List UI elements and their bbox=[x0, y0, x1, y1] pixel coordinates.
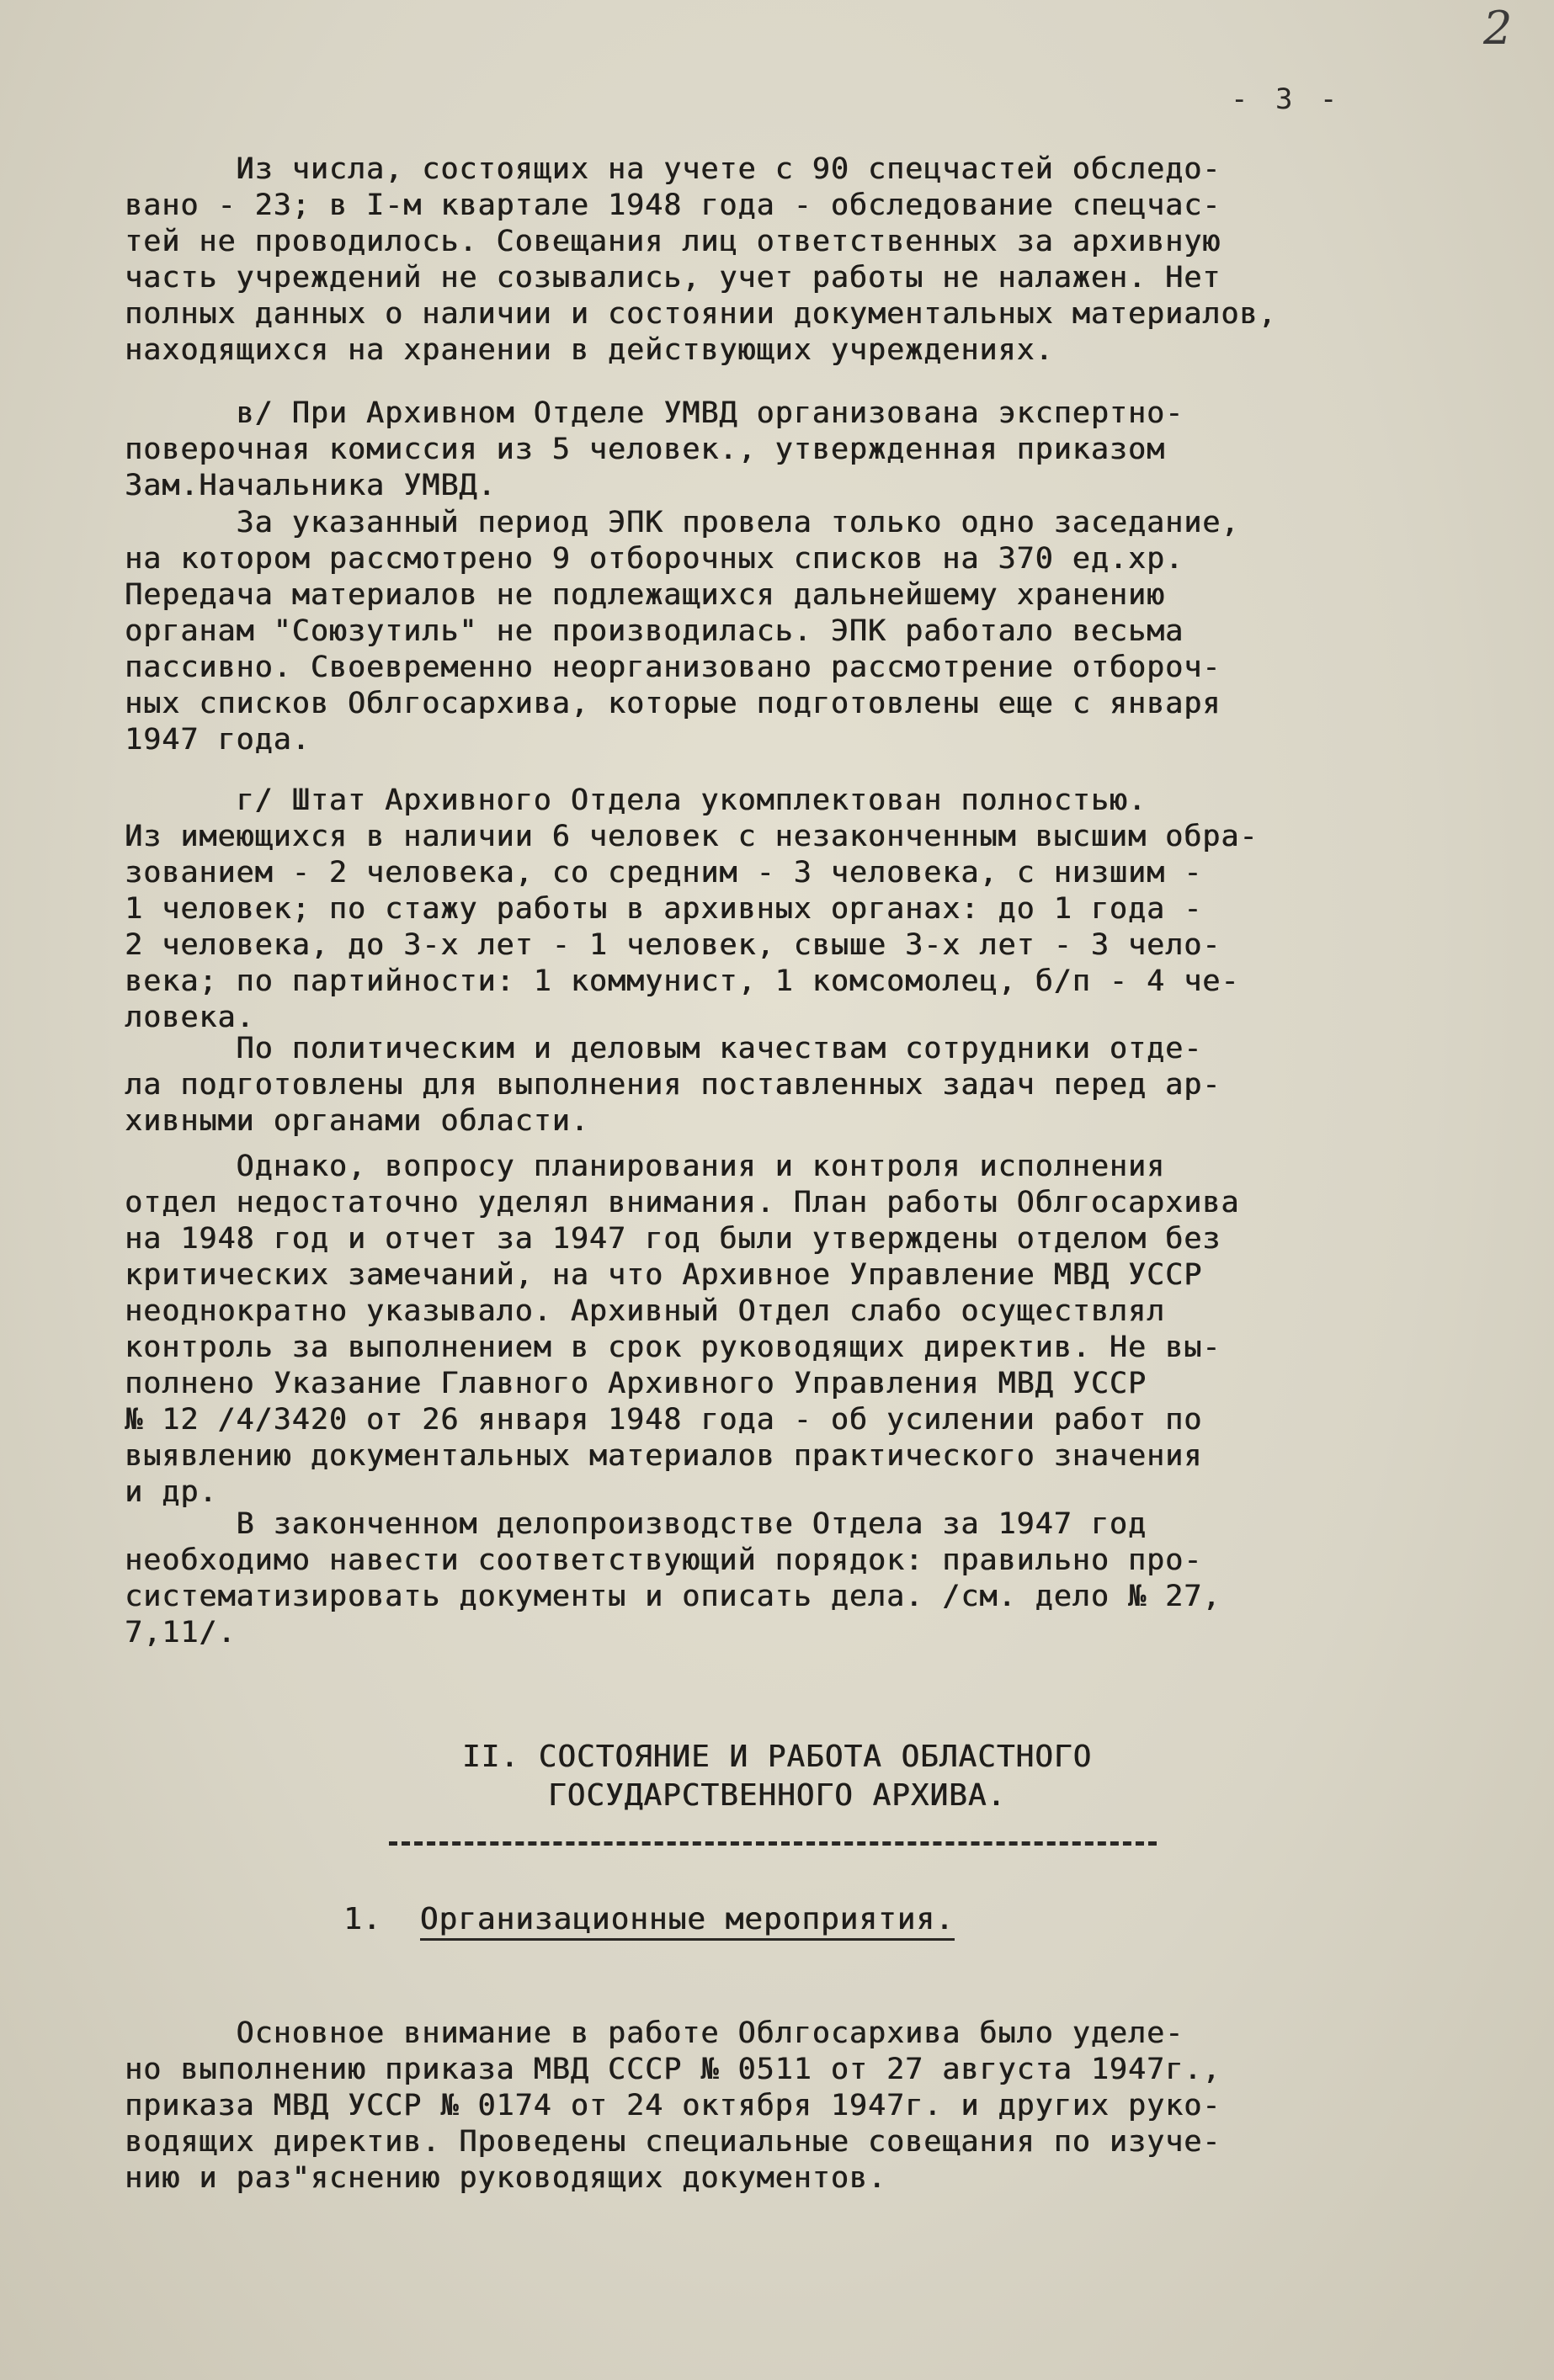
text-line: водящих директив. Проведены специальные совещания по изуче- bbox=[125, 2125, 1221, 2159]
text-line: но выполнению приказа МВД СССР № 0511 от 27 августа 1947г., bbox=[125, 2053, 1221, 2086]
handwritten-page-number: 2 bbox=[1483, 2, 1513, 55]
text-line: 7,11/. bbox=[125, 1616, 237, 1650]
text-line: тей не проводилось. Совещания лиц ответственных за архивную bbox=[125, 225, 1221, 258]
text-line: ла подготовлены для выполнения поставленных задач перед ар- bbox=[125, 1068, 1221, 1102]
text-line: систематизировать документы и описать дела. /см. дело № 27, bbox=[125, 1580, 1221, 1613]
text-line: 1 человек; по стажу работы в архивных органах: до 1 года - bbox=[125, 892, 1203, 926]
text-line: нию и раз"яснению руководящих документов. bbox=[125, 2161, 886, 2195]
text-line: Однако, вопросу планирования и контроля исполнения bbox=[125, 1150, 1166, 1183]
text-line: приказа МВД УССР № 0174 от 24 октября 1947г. и других руко- bbox=[125, 2089, 1221, 2122]
typed-page-number: - 3 - bbox=[1231, 82, 1343, 116]
text-line: хивными органами области. bbox=[125, 1104, 589, 1138]
text-line: критических замечаний, на что Архивное Управление МВД УССР bbox=[125, 1258, 1203, 1292]
text-line: Из числа, состоящих на учете с 90 спецчастей обследо- bbox=[125, 152, 1221, 186]
paragraph-qualities bbox=[125, 1031, 1554, 1140]
text-line: органам "Союзутиль" не производилась. ЭПК работало весьма bbox=[125, 614, 1184, 648]
paragraph-epk-activity bbox=[125, 505, 1554, 758]
text-line: полнено Указание Главного Архивного Управления МВД УССР bbox=[125, 1367, 1147, 1400]
text-line: Зам.Начальника УМВД. bbox=[125, 469, 497, 502]
text-line: на 1948 год и отчет за 1947 год были утверждены отделом без bbox=[125, 1222, 1221, 1256]
text-line: ных списков Облгосархива, которые подготовлены еще с января bbox=[125, 687, 1221, 720]
text-line: № 12 /4/3420 от 26 января 1948 года - об усилении работ по bbox=[125, 1403, 1203, 1437]
text-line: В законченном делопроизводстве Отдела за 1947 год bbox=[125, 1507, 1147, 1541]
text-line: необходимо навести соответствующий порядок: правильно про- bbox=[125, 1543, 1203, 1577]
text-line: века; по партийности: 1 коммунист, 1 комсомолец, б/п - 4 че- bbox=[125, 964, 1240, 998]
paragraph-records bbox=[125, 1506, 1554, 1651]
paragraph-expert-commission bbox=[125, 396, 1554, 504]
text-line: По политическим и деловым качествам сотрудники отде- bbox=[125, 1032, 1203, 1065]
section-heading bbox=[0, 1738, 1554, 1815]
text-line: г/ Штат Архивного Отдела укомплектован полностью. bbox=[125, 784, 1147, 817]
text-line: За указанный период ЭПК провела только одно заседание, bbox=[125, 506, 1240, 539]
text-line: находящихся на хранении в действующих учреждениях. bbox=[125, 333, 1054, 367]
text-line: вано - 23; в I-м квартале 1948 года - обследование спецчас- bbox=[125, 189, 1221, 222]
subsection-number: 1. bbox=[343, 1902, 382, 1936]
text-line: ловека. bbox=[125, 1001, 255, 1034]
text-line: на котором рассмотрено 9 отборочных списков на 370 ед.хр. bbox=[125, 542, 1184, 576]
text-line: выявлению документальных материалов практического значения bbox=[125, 1439, 1203, 1473]
paragraph-main-attention bbox=[125, 2016, 1554, 2197]
text-line: и др. bbox=[125, 1475, 218, 1509]
text-line: неоднократно указывало. Архивный Отдел слабо осуществлял bbox=[125, 1294, 1166, 1328]
paragraph-planning-control bbox=[125, 1149, 1554, 1511]
text-line: отдел недостаточно уделял внимания. План работы Облгосархива bbox=[125, 1186, 1240, 1219]
text-line: поверочная комиссия из 5 человек., утвержденная приказом bbox=[125, 433, 1166, 466]
text-line: зованием - 2 человека, со средним - 3 человека, с низшим - bbox=[125, 856, 1203, 890]
paragraph-special-units bbox=[125, 151, 1554, 369]
text-line: пассивно. Своевременно неорганизовано рассмотрение отбороч- bbox=[125, 651, 1221, 684]
text-line: полных данных о наличии и состоянии документальных материалов, bbox=[125, 297, 1277, 331]
text-line: Из имеющихся в наличии 6 человек с незаконченным высшим обра- bbox=[125, 820, 1259, 853]
section-heading-line: ГОСУДАРСТВЕННОГО АРХИВА. bbox=[547, 1778, 1007, 1813]
text-line: Передача материалов не подлежащихся дальнейшему хранению bbox=[125, 578, 1166, 612]
subsection-heading bbox=[343, 1902, 955, 1936]
text-line: 2 человека, до 3-х лет - 1 человек, свыше 3-х лет - 3 чело- bbox=[125, 928, 1221, 962]
paragraph-staff bbox=[125, 783, 1554, 1036]
text-line: контроль за выполнением в срок руководящих директив. Не вы- bbox=[125, 1331, 1221, 1364]
text-line: Основное внимание в работе Облгосархива было уделе- bbox=[125, 2016, 1184, 2050]
text-line: в/ При Архивном Отделе УМВД организована экспертно- bbox=[125, 396, 1184, 430]
subsection-title: Организационные мероприятия. bbox=[420, 1902, 955, 1941]
section-heading-line: II. СОСТОЯНИЕ И РАБОТА ОБЛАСТНОГО bbox=[461, 1740, 1093, 1774]
section-divider bbox=[389, 1841, 1157, 1846]
text-line: 1947 года. bbox=[125, 723, 311, 757]
text-line: часть учреждений не созывались, учет работы не налажен. Нет bbox=[125, 261, 1221, 295]
